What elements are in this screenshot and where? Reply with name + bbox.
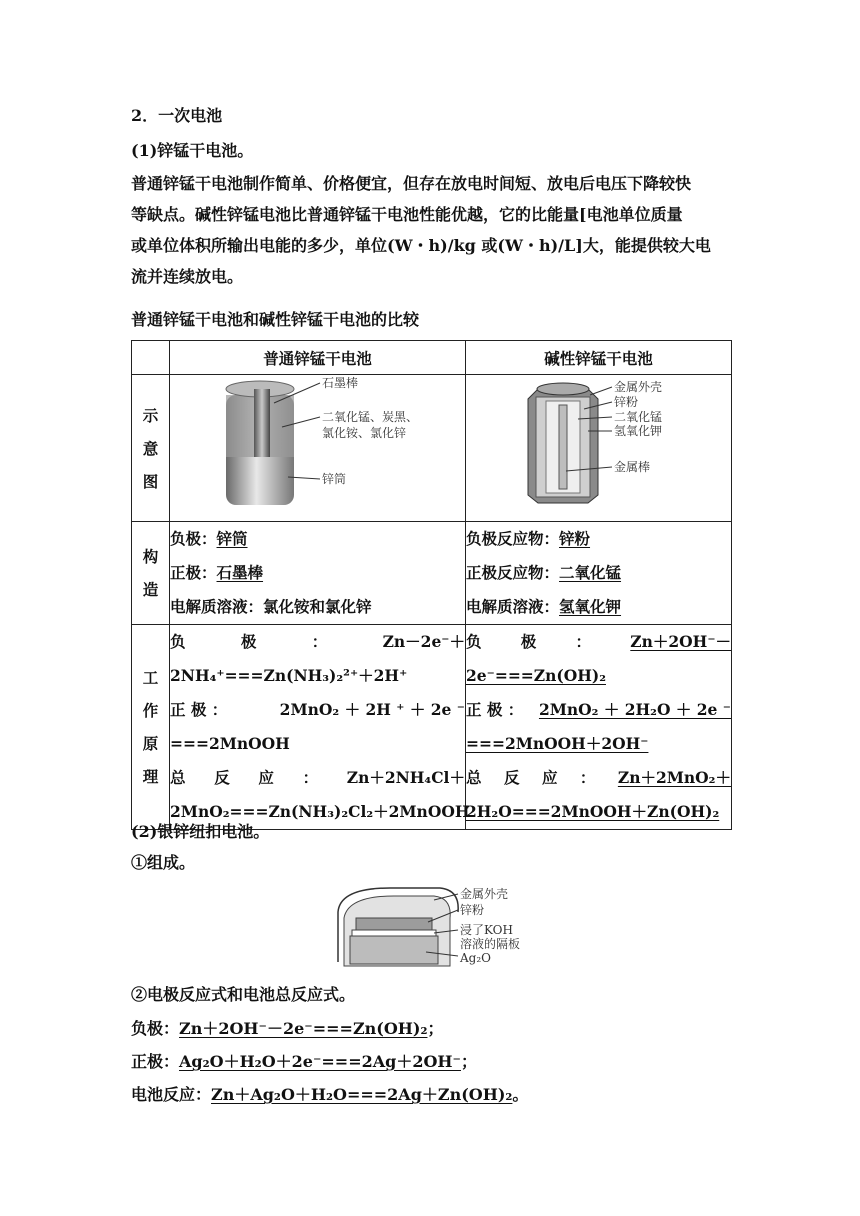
comparison-table	[131, 340, 732, 830]
para-line-1: 普通锌锰干电池制作简单、价格便宜，但存在放电时间短、放电后电压下降较快	[131, 174, 692, 193]
fig2-label-metal-rod: 金属棒	[614, 460, 651, 474]
diagram-row	[132, 375, 732, 522]
subsection-1-title: (1)锌锰干电池。	[131, 141, 254, 160]
ordinary-battery-figure-cell	[170, 375, 466, 522]
cell-reaction-line: 电池反应：Zn＋Ag₂O＋H₂O===2Ag＋Zn(OH)₂。	[131, 1085, 529, 1104]
para-line-3: 或单位体积所输出电能的多少，单位(W・h)/kg 或(W・h)/L]大，能提供较大电	[131, 236, 711, 255]
ordinary-principle-cell: 负 极 ： Zn－2e⁻＋ 2NH₄⁺===Zn(NH₃)₂²⁺＋2H⁺ 正 极 ： 2MnO₂ ＋ 2H ⁺ ＋ 2e ⁻ ===2MnOOH 总 反 应 ： Zn＋2NH₄Cl＋ 2MnO₂===Zn(NH₃)₂Cl₂＋2MnOOH	[170, 625, 466, 830]
fig3-label-separator: 溶液的隔板	[460, 937, 521, 951]
ordinary-structure-cell: 负极：锌筒 正极：石墨棒 电解质溶液：氯化铵和氯化锌	[170, 522, 466, 625]
s1-positive: 石墨棒	[216, 563, 264, 582]
structure-row	[132, 522, 732, 625]
intro-paragraph	[131, 168, 731, 292]
fig1-label-mno2: 二氧化锰、炭黑、	[322, 410, 419, 424]
fig3-label-metal-shell: 金属外壳	[460, 887, 509, 901]
para-line-4: 流并连续放电。	[131, 267, 244, 286]
positive-electrode-line: 正极：Ag₂O＋H₂O＋2e⁻===2Ag＋2OH⁻；	[131, 1052, 477, 1071]
row-label-diagram: 示 意 图	[132, 375, 170, 522]
s1-negative: 锌筒	[216, 529, 248, 548]
fig3-label-zinc-powder: 锌粉	[460, 903, 485, 917]
s2-positive: 二氧化锰	[559, 563, 622, 582]
s1-electrolyte: 电解质溶液：氯化铵和氯化锌	[170, 597, 372, 616]
alkaline-battery-diagram	[466, 375, 732, 517]
fig2-label-metal-shell: 金属外壳	[614, 380, 663, 394]
header-alkaline-battery: 碱性锌锰干电池	[466, 341, 732, 375]
table-caption: 普通锌锰干电池和碱性锌锰干电池的比较	[131, 310, 420, 329]
positive-equation: Ag₂O＋H₂O＋2e⁻===2Ag＋2OH⁻	[179, 1052, 461, 1071]
item-1-composition: ①组成。	[131, 853, 196, 872]
subsection-2-title: (2)银锌纽扣电池。	[131, 822, 270, 841]
negative-equation: Zn＋2OH⁻－2e⁻===Zn(OH)₂	[179, 1019, 428, 1038]
s2-negative: 锌粉	[559, 529, 591, 548]
cell-equation: Zn＋Ag₂O＋H₂O===2Ag＋Zn(OH)₂	[211, 1085, 513, 1104]
row-label-principle: 工 作 原 理	[132, 625, 170, 830]
fig1-label-nh4cl: 氯化铵、氯化锌	[322, 426, 407, 440]
fig3-label-ag2o: Ag₂O	[460, 951, 491, 965]
item-2-reactions: ②电极反应式和电池总反应式。	[131, 985, 356, 1004]
fig1-label-zinc-can: 锌筒	[322, 472, 347, 486]
alkaline-battery-figure-cell	[466, 375, 732, 522]
section-title: 2．一次电池	[131, 106, 223, 125]
s2-electrolyte: 氢氧化钾	[559, 597, 622, 616]
alkaline-principle-cell: 负 极 ： Zn＋2OH⁻－ 2e⁻===Zn(OH)₂ 正 极 ： 2MnO₂ ＋ 2H₂O ＋ 2e ⁻ ===2MnOOH＋2OH⁻ 总 反 应 ： Zn＋2MnO₂＋ 2H₂O===2MnOOH＋Zn(OH)₂	[466, 625, 732, 830]
header-empty	[132, 341, 170, 375]
table-header-row	[132, 341, 732, 375]
fig2-label-zinc-powder: 锌粉	[614, 395, 639, 409]
button-battery-diagram	[330, 882, 540, 974]
fig3-label-koh: 浸了KOH	[460, 923, 513, 937]
para-line-2: 等缺点。碱性锌锰电池比普通锌锰干电池性能优越，它的比能量[电池单位质量	[131, 205, 683, 224]
principle-row	[132, 625, 732, 830]
ordinary-battery-diagram	[170, 375, 466, 517]
negative-electrode-line: 负极：Zn＋2OH⁻－2e⁻===Zn(OH)₂；	[131, 1019, 444, 1038]
header-ordinary-battery: 普通锌锰干电池	[170, 341, 466, 375]
fig2-label-mno2: 二氧化锰	[614, 410, 663, 424]
row-label-structure: 构 造	[132, 522, 170, 625]
fig2-label-koh: 氢氧化钾	[614, 424, 663, 438]
alkaline-structure-cell: 负极反应物：锌粉 正极反应物：二氧化锰 电解质溶液：氢氧化钾	[466, 522, 732, 625]
fig1-label-graphite: 石墨棒	[322, 376, 359, 390]
